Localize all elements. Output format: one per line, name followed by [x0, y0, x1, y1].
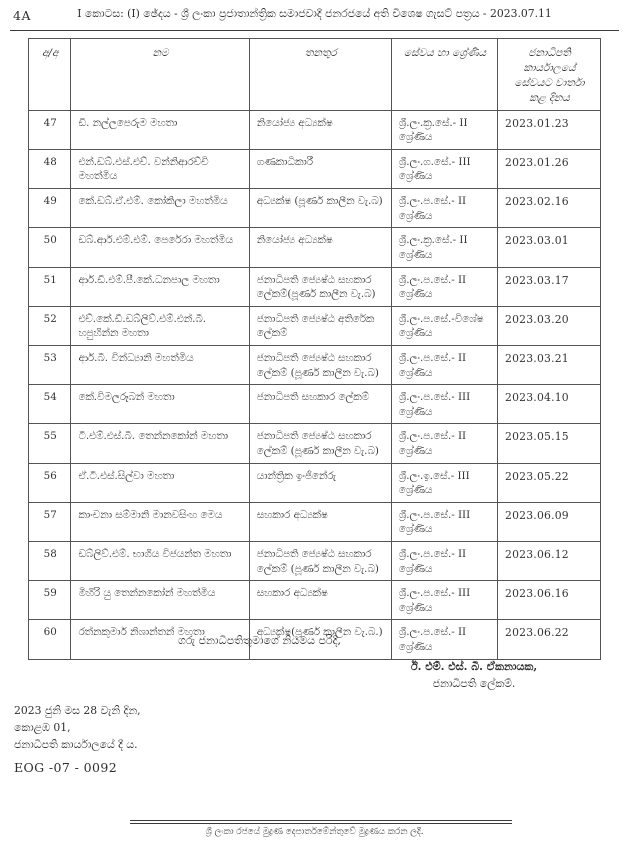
cell-reported-date: 2023.02.16 [498, 189, 601, 228]
header-reported-date: ජනාධිපති කාර්යාලයේ සේවයට වාර්තා කළ දිනය [498, 39, 601, 111]
table-row [29, 424, 601, 463]
cell-reported-date: 2023.01.26 [498, 149, 601, 188]
cell-position: යාන්ත්‍රික ඉංජිනේරු [249, 463, 391, 502]
officers-table [28, 38, 601, 660]
cell-position: නියෝජ්‍ය අධ්‍යක්ෂ [249, 110, 391, 149]
imprint-line: ශ්‍රී ලංකා රජයේ මුද්‍රණ දෙපාර්තමේන්තුවේ මුද්‍රණය කරන ලදී. [205, 827, 424, 837]
header-position: තනතුර [249, 39, 391, 111]
cell-reported-date: 2023.06.12 [498, 542, 601, 581]
cell-service-grade: ශ්‍රී.ලං.ප.සේ.- II ශ්‍රේණිය [391, 267, 497, 306]
table-row [29, 542, 601, 581]
gazette-reference-number: EOG -07 - 0092 [14, 760, 118, 775]
cell-reported-date: 2023.03.20 [498, 306, 601, 345]
cell-service-grade: ශ්‍රී.ලං.ප.සේ.- II ශ්‍රේණිය [391, 542, 497, 581]
header-service-grade: සේවය හා ශ්‍රේණිය [391, 39, 497, 111]
cell-serial-no: 55 [29, 424, 71, 463]
page-header [0, 7, 629, 21]
cell-service-grade: ශ්‍රී.ලං.ප.සේ.- II ශ්‍රේණිය [391, 620, 497, 659]
cell-position: ජනාධිපති සහකාර ලේකම් [249, 385, 391, 424]
cell-service-grade: ශ්‍රී.ලං.ග.සේ.- III ශ්‍රේණිය [391, 149, 497, 188]
cell-service-grade: ශ්‍රී.ලං.ප.සේ.-විශේෂ ශ්‍රේණිය [391, 306, 497, 345]
signatory-name: ඊ. එම්. එස්. බී. ඒකනායක, [410, 660, 538, 673]
dateline-block [14, 702, 141, 753]
cell-serial-no: 47 [29, 110, 71, 149]
cell-name: කේ.ඩබ්.ඒ.එම්. කෝකිලා මහත්මිය [71, 189, 249, 228]
cell-position: අධ්‍යක්ෂ (පූර්ණ කාලීන වැ.බ) [249, 189, 391, 228]
order-line: ගරු ජනාධිපතිතුමාගේ නියමය පරිදි, [178, 634, 342, 647]
cell-serial-no: 53 [29, 345, 71, 384]
cell-service-grade: ශ්‍රී.ලං.ප.සේ.- II ශ්‍රේණිය [391, 345, 497, 384]
cell-name: මිහිරි යු තෙන්නකෝන් මහත්මිය [71, 581, 249, 620]
cell-service-grade: ශ්‍රී.ලං.ප.සේ.- III ශ්‍රේණිය [391, 385, 497, 424]
cell-name: එච්.කේ.ඩී.ඩබ්ලිව්.එම්.එන්.බී. හපුහින්න මහතා [71, 306, 249, 345]
table-row [29, 149, 601, 188]
cell-serial-no: 54 [29, 385, 71, 424]
gazette-header-title: I කොටස: (I) ඡේදය - ශ්‍රී ලංකා ප්‍රජාතාන්ත්‍රික සමාජවාදී ජනරජයේ අති විශෙෂ ගැසට් පත්‍රය - 2023.07.11 [77, 7, 552, 20]
header-serial-no: අ/අ [29, 39, 71, 111]
cell-reported-date: 2023.03.17 [498, 267, 601, 306]
cell-name: රත්නකුමාර් නිශාන්තන් මහතා [71, 620, 249, 659]
cell-position: නියෝජ්‍ය අධ්‍යක්ෂ [249, 228, 391, 267]
cell-serial-no: 59 [29, 581, 71, 620]
cell-service-grade: ශ්‍රී.ලං.ප.සේ.- II ශ්‍රේණිය [391, 424, 497, 463]
cell-serial-no: 52 [29, 306, 71, 345]
page-number: 4A [13, 8, 31, 23]
table-row [29, 267, 601, 306]
cell-serial-no: 58 [29, 542, 71, 581]
cell-position: ජනාධිපති ජ්‍යෙෂ්ඨ සහකාර ලේකම් (පූර්ණ කාලීන වැ.බ) [249, 345, 391, 384]
dateline-place: කොළඹ 01, [14, 721, 71, 734]
signatory-title: ජනාධිපති ලේකම්. [432, 677, 516, 690]
cell-name: ඩබ්.ආර්.එම්.එම්. පෙරේරා මහත්මිය [71, 228, 249, 267]
cell-reported-date: 2023.01.23 [498, 110, 601, 149]
cell-serial-no: 56 [29, 463, 71, 502]
cell-position: ගණකාධිකාරී [249, 149, 391, 188]
dateline-date: 2023 ජුනි මස 28 වැනි දින, [14, 704, 141, 717]
cell-reported-date: 2023.06.09 [498, 502, 601, 541]
cell-service-grade: ශ්‍රී.ලං.ක්‍ර.සේ.- II ශ්‍රේණිය [391, 110, 497, 149]
cell-position: ජනාධිපති ජ්‍යෙෂ්ඨ සහකාර ලේකම් (පූර්ණ කාලීන වැ.බ) [249, 542, 391, 581]
cell-service-grade: ශ්‍රී.ලං.ප.සේ.- III ශ්‍රේණිය [391, 581, 497, 620]
cell-service-grade: ශ්‍රී.ලං.ප.සේ.- III ශ්‍රේණිය [391, 502, 497, 541]
table-row [29, 306, 601, 345]
cell-name: කේ.විමලරූබන් මහතා [71, 385, 249, 424]
cell-name: ආර්.ඩී.එම්.පී.කේ.ධනපාල මහතා [71, 267, 249, 306]
cell-position: ජනාධිපති ජ්‍යෙෂ්ඨ සහකාර ලේකම්(පූර්ණ කාලීන වැ.බ) [249, 267, 391, 306]
cell-reported-date: 2023.05.15 [498, 424, 601, 463]
dateline-office: ජනාධිපති කාර්යාලයේ දී ය. [14, 738, 138, 751]
table-row [29, 228, 601, 267]
cell-service-grade: ශ්‍රී.ලං.ප.සේ.- II ශ්‍රේණිය [391, 189, 497, 228]
table-header-row [29, 39, 601, 111]
cell-reported-date: 2023.03.21 [498, 345, 601, 384]
table-row [29, 385, 601, 424]
cell-serial-no: 48 [29, 149, 71, 188]
cell-position: ජනාධිපති ජ්‍යෙෂ්ඨ සහකාර ලේකම් (පූර්ණ කාලීන වැ.බ) [249, 424, 391, 463]
table-row [29, 463, 601, 502]
header-name: නම [71, 39, 249, 111]
cell-serial-no: 49 [29, 189, 71, 228]
cell-serial-no: 57 [29, 502, 71, 541]
cell-name: ඩබ්ලිව්.එම්. භාගිය විජයන්ත මහතා [71, 542, 249, 581]
cell-position: ජනාධිපති ජ්‍යෙෂ්ඨ අතිරේක ලේකම් [249, 306, 391, 345]
cell-name: එන්.ඩබ්.එස්.එච්. වන්නිආරච්චි මහත්මිය [71, 149, 249, 188]
cell-name: ටී.එම්.එස්.බී. තෙන්නකෝන් මහතා [71, 424, 249, 463]
cell-name: කාංචනා සම්මානි මානවසිංහ මෙය [71, 502, 249, 541]
table-row [29, 345, 601, 384]
table-row [29, 581, 601, 620]
cell-position: අධ්‍යක්ෂ(පූර්ණ කාලීන වැ.බ.) [249, 620, 391, 659]
cell-position: සහකාර අධ්‍යක්ෂ [249, 581, 391, 620]
cell-reported-date: 2023.03.01 [498, 228, 601, 267]
imprint-divider [130, 820, 512, 824]
cell-reported-date: 2023.05.22 [498, 463, 601, 502]
table-row [29, 502, 601, 541]
cell-service-grade: ශ්‍රී.ලං.ඉ.සේ.- III ශ්‍රේණිය [391, 463, 497, 502]
table-row [29, 110, 601, 149]
cell-position: සහකාර අධ්‍යක්ෂ [249, 502, 391, 541]
cell-serial-no: 60 [29, 620, 71, 659]
cell-serial-no: 50 [29, 228, 71, 267]
cell-serial-no: 51 [29, 267, 71, 306]
header-divider [10, 30, 619, 31]
cell-name: ආර්.බී. වින්ධ්‍යානි මහත්මිය [71, 345, 249, 384]
cell-service-grade: ශ්‍රී.ලං.ක්‍ර.සේ.- II ශ්‍රේණිය [391, 228, 497, 267]
cell-reported-date: 2023.04.10 [498, 385, 601, 424]
cell-reported-date: 2023.06.22 [498, 620, 601, 659]
signature-block [388, 660, 560, 691]
cell-name: ඩී. නල්ලපෙරුම මහතා [71, 110, 249, 149]
cell-reported-date: 2023.06.16 [498, 581, 601, 620]
table-row [29, 189, 601, 228]
cell-name: ඒ.ටී.එස්.සිල්වා මහතා [71, 463, 249, 502]
